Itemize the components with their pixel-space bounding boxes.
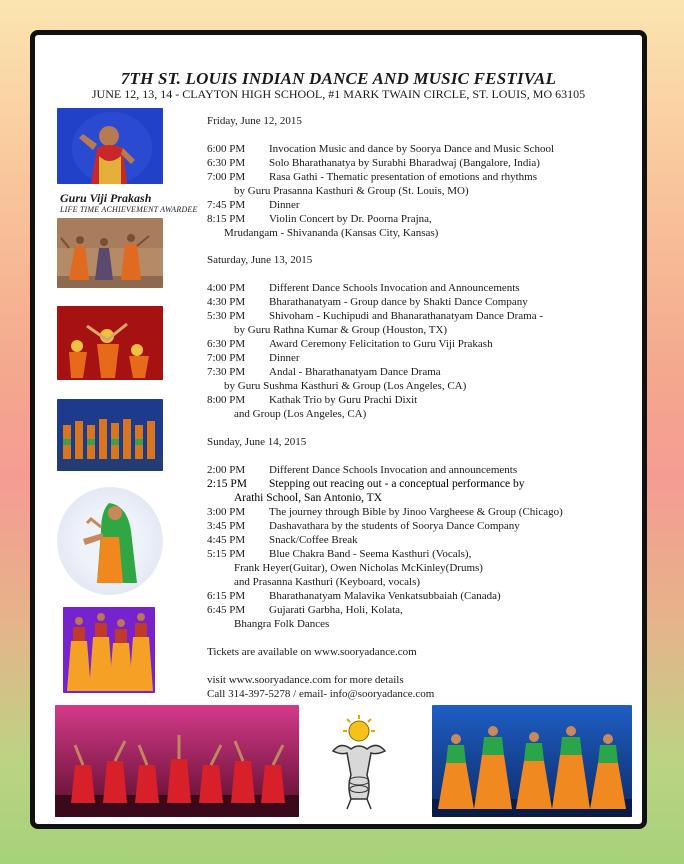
schedule-item: 2:15 PM Stepping out reacing out - a conceptual performance by [207, 478, 525, 490]
schedule-item: 7:45 PM Dinner [207, 199, 300, 211]
schedule-item: 8:15 PM Violin Concert by Dr. Poorna Prajna, [207, 213, 432, 225]
schedule-item: by Guru Rathna Kumar & Group (Houston, TX) [234, 324, 448, 336]
schedule-item: 2:00 PM Different Dance Schools Invocation and announcements [207, 464, 518, 476]
awardee-name: Guru Viji Prakash [60, 191, 152, 205]
schedule-item: and Prasanna Kasthuri (Keyboard, vocals) [234, 576, 421, 588]
awardee-award: LIFE TIME ACHIEVEMENT AWARDEE [60, 205, 198, 214]
schedule-item: Frank Heyer(Guitar), Owen Nicholas McKinley(Drums) [234, 562, 483, 574]
schedule-item: 5:15 PM Blue Chakra Band - Seema Kasthuri (Vocals), [207, 548, 472, 560]
schedule-item: 4:45 PM Snack/Coffee Break [207, 534, 358, 546]
friday-heading: Friday, June 12, 2015 [207, 115, 302, 127]
dance-photo-garba [432, 705, 632, 817]
tickets-info: Tickets are available on www.sooryadance.com [207, 646, 417, 658]
dance-photo-stage-red [55, 705, 299, 817]
schedule-item: 6:45 PM Gujarati Garbha, Holi, Kolata, [207, 604, 403, 616]
saturday-heading: Saturday, June 13, 2015 [207, 254, 313, 266]
schedule-item: 4:30 PM Bharathanatyam - Group dance by Shakti Dance Company [207, 296, 528, 308]
schedule-item: and Group (Los Angeles, CA) [234, 408, 367, 420]
schedule-item: by Guru Sushma Kasthuri & Group (Los Angeles, CA) [224, 380, 467, 392]
sunday-schedule [207, 463, 563, 631]
schedule-item: 6:30 PM Solo Bharathanatya by Surabhi Bharadwaj (Bangalore, India) [207, 157, 540, 169]
schedule-item: Bhangra Folk Dances [234, 618, 330, 630]
sun-dancer-logo-icon [327, 715, 391, 811]
festival-title: 7TH ST. LOUIS INDIAN DANCE AND MUSIC FESTIVAL [120, 69, 557, 88]
friday-schedule [207, 142, 554, 240]
dance-photo-group-red [57, 306, 163, 380]
saturday-schedule [207, 281, 543, 421]
dance-photo-four-dancers [63, 607, 155, 693]
festival-venue: JUNE 12, 13, 14 - CLAYTON HIGH SCHOOL, #1 MARK TWAIN CIRCLE, ST. LOUIS, MO 63105 [91, 87, 586, 101]
dance-photo-trio [57, 218, 163, 288]
schedule-item: Arathi School, San Antonio, TX [234, 492, 383, 504]
schedule-item: 5:30 PM Shivoham - Kuchipudi and Bhanarathanatyam Dance Drama - [207, 310, 543, 322]
schedule-item: 7:00 PM Dinner [207, 352, 300, 364]
dance-photo-ensemble-blue [57, 399, 163, 471]
schedule-item: 7:30 PM Andal - Bharathanatyam Dance Drama [207, 366, 441, 378]
schedule-item: Mrudangam - Shivananda (Kansas City, Kansas) [224, 227, 439, 239]
flyer-frame [30, 30, 647, 829]
schedule-item: 6:00 PM Invocation Music and dance by Soorya Dance and Music School [207, 143, 555, 155]
sunday-heading: Sunday, June 14, 2015 [207, 436, 307, 448]
contact-info: Call 314-397-5278 / email- info@sooryadance.com [207, 688, 435, 700]
schedule-item: 6:30 PM Award Ceremony Felicitation to Guru Viji Prakash [207, 338, 493, 350]
schedule-item: 8:00 PM Kathak Trio by Guru Prachi Dixit [207, 394, 418, 406]
schedule-item: 3:45 PM Dashavathara by the students of Soorya Dance Company [207, 520, 520, 532]
schedule-item: 3:00 PM The journey through Bible by Jinoo Vargheese & Group (Chicago) [207, 506, 563, 518]
schedule-item: 7:00 PM Rasa Gathi - Thematic presentation of emotions and rhythms [207, 171, 538, 183]
awardee-portrait-photo [57, 108, 163, 184]
dance-photo-green-dupatta [57, 487, 163, 595]
visit-info: visit www.sooryadance.com for more details [207, 674, 404, 686]
schedule-item: by Guru Prasanna Kasthuri & Group (St. Louis, MO) [234, 185, 469, 197]
schedule-item: 6:15 PM Bharathanatyam Malavika Venkatsubbaiah (Canada) [207, 590, 501, 602]
schedule-item: 4:00 PM Different Dance Schools Invocation and Announcements [207, 282, 520, 294]
